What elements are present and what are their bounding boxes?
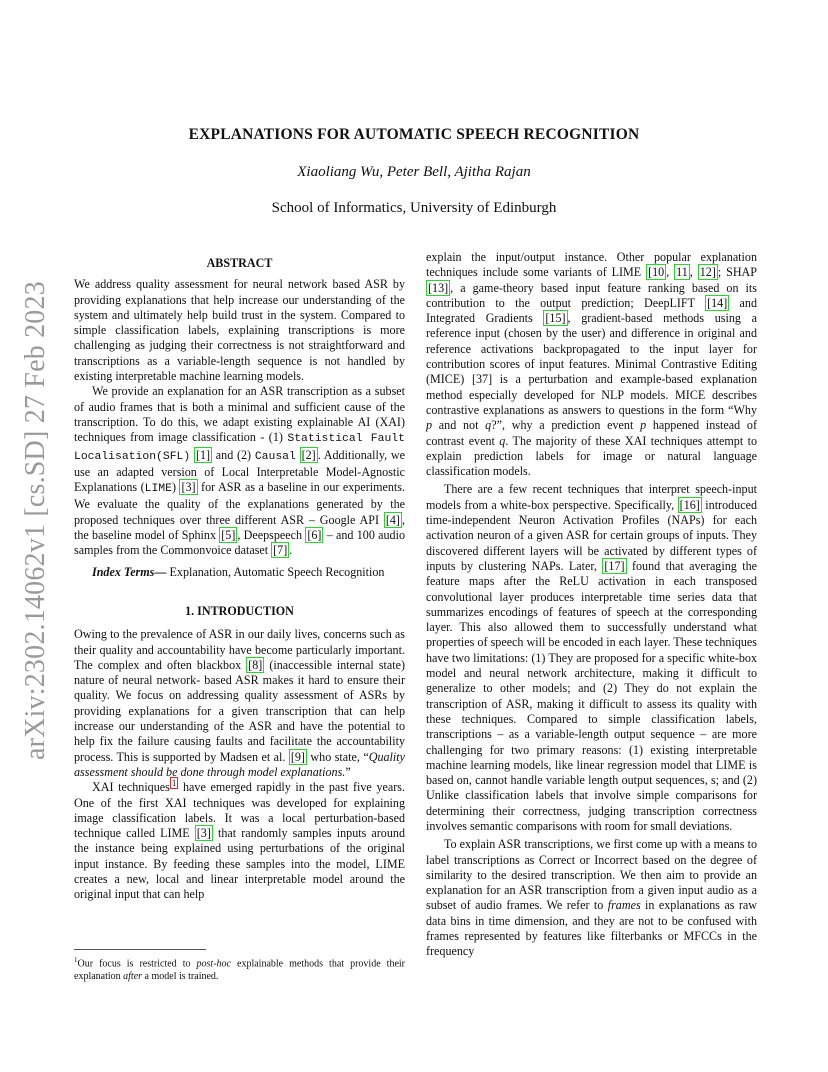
citation-link[interactable]: [7] <box>273 543 288 558</box>
citation-link[interactable]: [9] <box>290 749 305 764</box>
citation-link[interactable]: [6] <box>307 528 322 543</box>
madsen-quote: Quality assessment should be done through model explanations. <box>74 749 406 779</box>
right-paragraph-1: explain the input/output instance. Other popular explanation techniques include some variants of LIME [10 , 11 , 12] ; SHAP [13] , a game-theory based input feature ranking based on its contribution to the output prediction; DeepLIFT [14] and Integrated Gradients [15] , gradient-based methods using a reference input (chosen by the user) and difference in original and reference activations backpropagated to the input layer for contribution scores of input features. Minimal Contrastive Editing (MICE) [37] is a perturbation and example-based explanation method especially developed for NLP models. MICE describes contrastive explanations as answers to questions in the form “Why p and not q?”, why a prediction event p happened instead of contrast event q. The majority of these XAI techniques attempt to explain prediction labels for image or natural language classification models. <box>426 250 758 479</box>
affiliation: School of Informatics, University of Edinburgh <box>271 200 557 216</box>
citation-link[interactable]: [10 <box>648 265 665 280</box>
footnote: $^1$Our focus is restricted to post-hoc explainable methods that provide their explanation after a model is trained. <box>74 956 405 982</box>
abstract-paragraph-2: We provide an explanation for an ASR transcription as a subset of audio frames that is both a minimal and sufficient cause of the transcription. To do this, we adapt existing explainable AI (XAI) techniques from image classification - (1) Statistical Fault Localisation(SFL) [1] and (2) Causal [2] . Additionally, we use an adapted version of Local Interpretable Model-Agnostic Explanations (LIME) [3] for ASR as a baseline in our experiments. We evaluate the quality of the explanations generated by the proposed techniques over three different ASR – Google API [4] , the baseline model of Sphinx [5] , Deepspeech [6] – and 100 audio samples from the Commonvoice dataset [7] . <box>74 384 405 558</box>
citation-link[interactable]: [15] <box>545 311 566 326</box>
sfl-method-name: Statistical Fault Localisation(SFL) <box>74 433 405 463</box>
abstract-paragraph-1: We address quality assessment for neural network based ASR by providing explanations that help increase our understanding of the system and ultimately help build trust in the system. Compared to simple classification labels, explaining transcriptions is more challenging as judging their correctness is not straightforward and transcriptions as a variable-length sequence is not handled by existing interpretable machine learning models. <box>74 277 405 384</box>
left-column <box>74 256 405 903</box>
citation-link[interactable]: [3] <box>196 826 211 841</box>
right-paragraph-2: There are a few recent techniques that interpret speech-input models from a white-box perspective. Specifically, [16] introduced time-independent Neuron Activation Profiles (NAPs) for each activation neuron of a given ASR for certain groups of inputs. They discovered different layers will be activated by different types of inputs by clustering NAPs. Later, [17] found that averaging the feature maps after the ReLU activation in each transposed convolutional layer produces interpretable time series data that summarizes encodings of features of speech at the corresponding layer. This also allowed them to successfully understand what properties of speech will be encoded in each layer. These techniques have two limitations: (1) They are proposed for a specific white-box model and neural network architecture, making it difficult to generalize to other models; and (2) They do not explain the transcription of ASR, making it difficult to assess its quality with these techniques. Compared to simple classification labels, transcriptions – as a variable-length output sequence – are more challenging for two primary reasons: (1) existing interpretable machine learning models, like linear regression model that LIME is based on, cannot handle variable length output sequences, s; and (2) Unlike classification labels that involve simple comparisons for determining their correctness, judging transcription correctness involves semantic comparisons with room for small deviations. <box>426 482 757 833</box>
lime-method-name: LIME <box>144 483 172 496</box>
arxiv-identifier: arXiv:2302.14062v1 [cs.SD] 27 Feb 2023 <box>20 281 51 760</box>
right-column <box>426 250 757 960</box>
citation-link[interactable]: [4] <box>385 512 400 527</box>
citation-link[interactable]: [14] <box>707 295 728 310</box>
index-terms-label: Index Terms— <box>92 564 167 579</box>
author-list: Xiaoliang Wu, Peter Bell, Ajitha Rajan <box>297 164 531 180</box>
citation-link[interactable]: [13] <box>428 280 449 295</box>
citation-link[interactable]: 11 <box>676 265 688 280</box>
frames-term: frames <box>607 898 641 913</box>
index-terms: Index Terms— Explanation, Automatic Speech Recognition <box>92 564 385 579</box>
citation-link[interactable]: [2] <box>301 447 316 462</box>
citation-link[interactable]: [3] <box>181 480 196 495</box>
footnote-marker[interactable]: 1 <box>171 778 177 789</box>
citation-link[interactable]: [5] <box>221 528 236 543</box>
citation-link[interactable]: [16] <box>679 497 700 512</box>
citation-link[interactable]: 12] <box>699 265 716 280</box>
citation-link[interactable]: [17] <box>604 558 625 573</box>
paper-title: EXPLANATIONS FOR AUTOMATIC SPEECH RECOGNITION <box>188 126 640 143</box>
causal-method-name: Causal <box>254 450 296 463</box>
right-paragraph-3: To explain ASR transcriptions, we first come up with a means to label transcriptions as Correct or Incorrect based on the degree of similarity to the desired transcription. We then aim to provide an explanation for an ASR transcription from a given input audio as a subset of audio frames. We refer to frames in explanations as raw data bins in time dimension, and they are not to be confused with frames represented by features like filterbanks or MFCCs in the frequency <box>426 837 757 959</box>
citation-link[interactable]: [8] <box>248 657 263 672</box>
introduction-heading: 1. INTRODUCTION <box>185 603 294 618</box>
intro-paragraph-1: Owing to the prevalence of ASR in our daily lives, concerns such as their quality and accountability have become particularly important. The complex and often blackbox [8] (inaccessible internal state) nature of neural network- based ASR makes it hard to ensure their quality. We focus on addressing quality assessment of ASRs by providing explanations for a given transcription that can help increase our understanding of the ASR and have the potential to help fix the failure causing faults and facilitate the accountability process. This is supported by Madsen et al. [9] who state, “Quality assessment should be done through model explanations.” <box>74 627 406 779</box>
citation-link[interactable]: [1] <box>195 447 211 462</box>
abstract-heading: ABSTRACT <box>206 256 273 270</box>
footnote-divider <box>74 949 206 950</box>
intro-paragraph-2: XAI techniques $^1$ have emerged rapidly in the past five years. One of the first XAI techniques was developed for explaining image classification labels. It was a local perturbation-based technique called LIME [3] that randomly samples inputs around the instance being explained using perturbations of the original input instance. By feeding these samples into the model, LIME creates a new, local and linear interpretable model around the original input that can help <box>74 778 405 902</box>
